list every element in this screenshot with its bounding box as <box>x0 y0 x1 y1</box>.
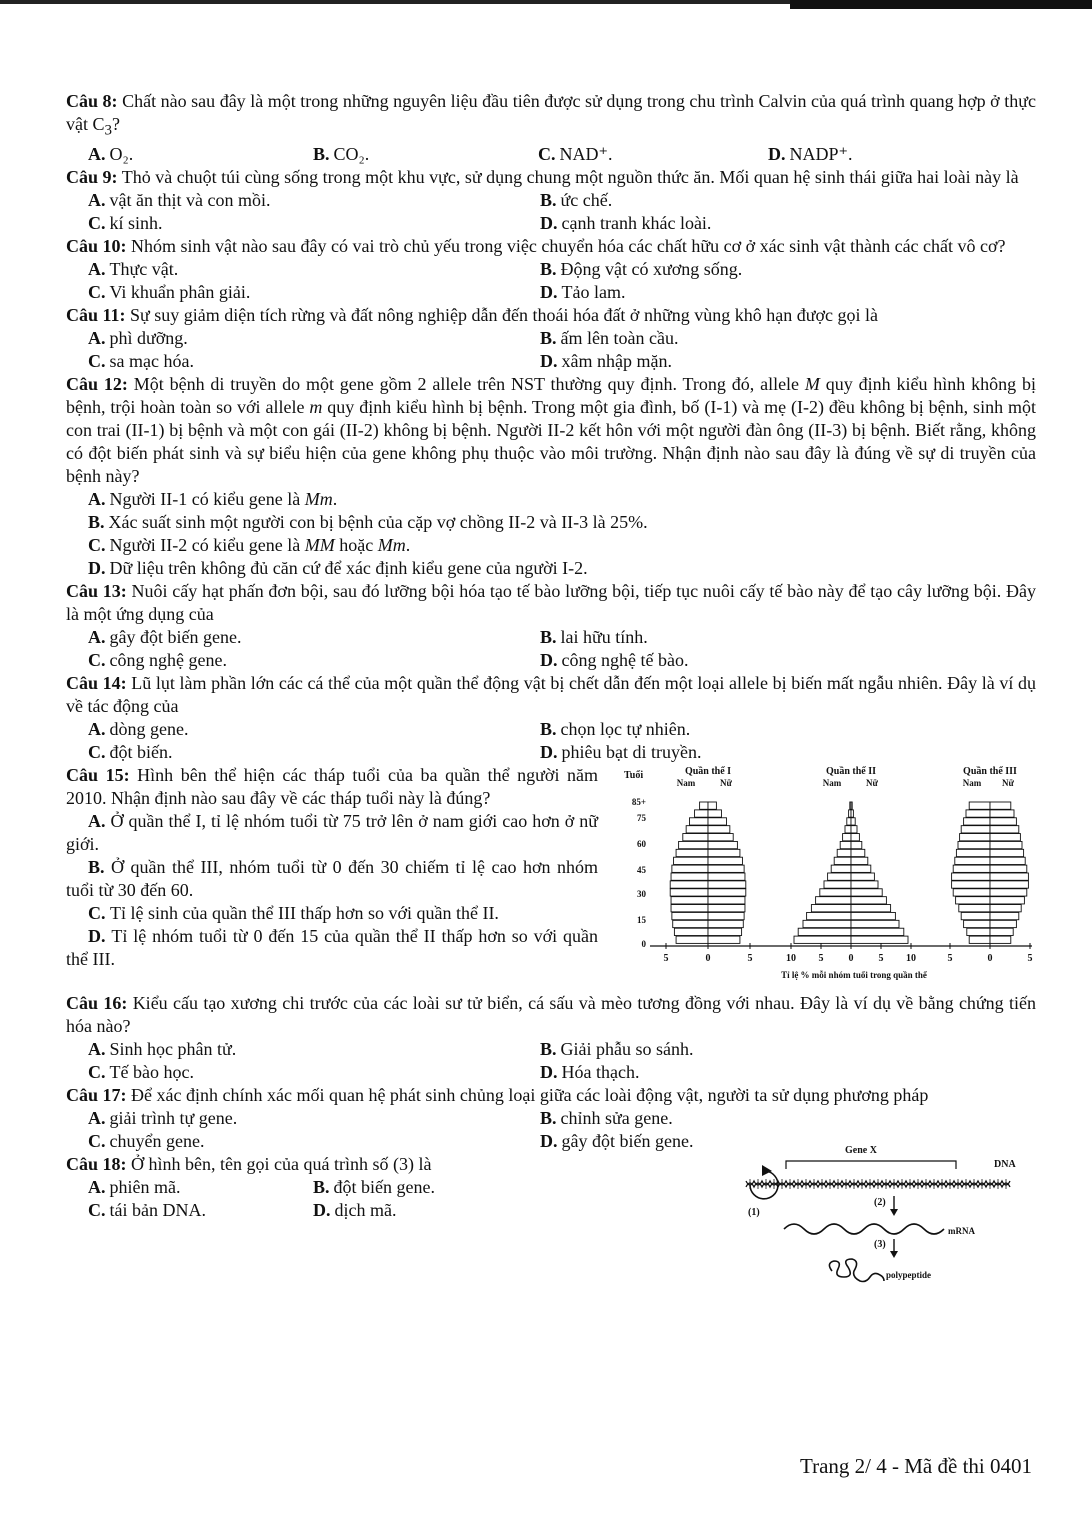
pyramid-ii-bar-female <box>851 912 895 919</box>
pyramid-ii-bar-female <box>851 825 857 832</box>
pyramid-iii-bar-male <box>967 928 990 935</box>
option-a[interactable]: A. Sinh học phân tử. <box>88 1038 237 1059</box>
options <box>66 718 1036 764</box>
option-text: Giải phẫu so sánh. <box>560 1038 694 1059</box>
pyramid-i-bar-male <box>686 825 708 832</box>
option-c[interactable]: C. đột biến. <box>88 741 173 762</box>
question-text: Sự suy giảm diện tích rừng và đất nông nghiệp dẫn đến thoái hóa đất ở những vùng khô hạn được gọi là <box>130 304 878 325</box>
pyramid-iii-bar-female <box>990 896 1024 903</box>
x-tick-label: 5 <box>663 952 669 964</box>
options <box>66 189 1036 235</box>
question-number: Câu 11: <box>66 304 126 325</box>
option-d[interactable]: D. Dữ liệu trên không đủ căn cứ để xác định kiểu gene của người I-2. <box>88 557 588 578</box>
question-text: Để xác định chính xác mối quan hệ phát sinh chủng loại giữa các loài động vật, người ta sử dụng phương pháp <box>131 1084 929 1105</box>
pyramid-ii-bar-male <box>834 857 851 864</box>
pyramid-i-bar-female <box>708 849 740 856</box>
pyramid-iii-bar-female <box>990 928 1013 935</box>
age-tick-label: 85+ <box>631 796 646 807</box>
x-tick-label: 10 <box>906 952 916 964</box>
pyramid-ii-bar-female <box>851 841 862 848</box>
page-footer: Trang 2/ 4 - Mã đề thi 0401 <box>800 1454 1032 1478</box>
gene-x-label: Gene X <box>845 1144 877 1156</box>
genotype: MM <box>304 534 335 555</box>
pyramid-i-bar-male <box>673 920 708 927</box>
option-text: lai hữu tính. <box>560 626 648 647</box>
replication-arrowhead <box>762 1165 772 1176</box>
question-number: Câu 16: <box>66 992 128 1013</box>
polypeptide-label: polypeptide <box>886 1269 932 1280</box>
question-number: Câu 18: <box>66 1153 127 1174</box>
pyramid-iii-bar-female <box>990 888 1027 895</box>
pyramid-ii-bar-male <box>816 896 851 903</box>
pyramid-i-bar-male <box>670 888 708 895</box>
question-number: Câu 8: <box>66 91 118 111</box>
option-text: Tảo lam. <box>561 281 626 302</box>
female-label-i: Nữ <box>720 777 732 788</box>
pyramid-i-bar-female <box>708 936 740 943</box>
x-tick-label: 0 <box>987 952 993 964</box>
question-number: Câu 17: <box>66 1084 127 1105</box>
pyramid-ii-bar-female <box>851 857 868 864</box>
pyramid-ii-bar-female <box>851 920 899 927</box>
pyramid-i-bar-male <box>674 857 708 864</box>
pyramid-i-bar-male <box>671 873 708 880</box>
pyramid-ii-bar-male <box>807 912 851 919</box>
pyramid-ii-bar-female <box>851 802 852 809</box>
pyramid-ii-bar-female <box>851 880 878 887</box>
process-2-label: (2) <box>874 1196 886 1208</box>
option-b[interactable]: B. Xác suất sinh một người con bị bệnh của cặp vợ chồng II-2 và II-3 là 25%. <box>88 511 648 532</box>
option-text: O₂. <box>109 143 134 164</box>
male-label-i: Nam <box>676 777 696 788</box>
options <box>66 1038 1036 1084</box>
option-b[interactable]: B. CO₂. <box>313 143 370 164</box>
female-label-ii: Nữ <box>866 777 878 788</box>
option-d[interactable]: D. công nghệ tế bào. <box>540 649 689 670</box>
male-label-ii: Nam <box>822 777 842 788</box>
option-text: Dữ liệu trên không đủ căn cứ để xác định kiểu gene của người I-2. <box>109 557 588 578</box>
option-a[interactable]: A. phì dưỡng. <box>88 327 188 348</box>
pyramid-i-bar-female <box>708 802 716 809</box>
pyramid-i-bar-female <box>708 841 737 848</box>
option-text: dòng gene. <box>109 718 189 739</box>
age-pyramids-figure <box>616 762 1036 982</box>
option-text: Thực vật. <box>109 258 179 279</box>
allele-symbol: m <box>309 396 323 417</box>
pyramid-iii-bar-male <box>952 880 990 887</box>
pyramid-i-bar-female <box>708 912 744 919</box>
option-text: công nghệ gene. <box>109 649 227 670</box>
option-text: sa mạc hóa. <box>109 350 194 371</box>
pyramid-i-bar-male <box>700 802 708 809</box>
option-d[interactable]: D. gây đột biến gene. <box>540 1130 694 1151</box>
option-c[interactable]: C. công nghệ gene. <box>88 649 227 670</box>
x-tick-label: 5 <box>747 952 753 964</box>
question-number: Câu 9: <box>66 166 118 187</box>
dna-helix <box>746 1179 1010 1189</box>
option-text: CO₂. <box>333 143 370 164</box>
option-text: phiêu bạt di truyền. <box>561 741 702 762</box>
option-text: đột biến. <box>109 741 173 762</box>
option-text: Tỉ lệ nhóm tuổi từ 0 đến 15 của quần thể II thấp hơn so với quần thể III. <box>66 925 598 969</box>
pyramid-ii-bar-male <box>843 833 851 840</box>
pyramid-i-bar-male <box>690 817 708 824</box>
pyramid-iii-bar-female <box>990 880 1028 887</box>
option-c[interactable]: C. Vi khuẩn phân giải. <box>88 281 251 302</box>
option-a[interactable]: A. O₂. <box>88 143 134 164</box>
pyramid-ii-bar-male <box>820 888 851 895</box>
population-iii-title: Quần thể III <box>963 765 1017 777</box>
question-18 <box>66 1144 1036 1313</box>
genotype: Mm <box>304 488 333 509</box>
option-text: Người II-2 có kiểu gene là <box>109 534 305 555</box>
pyramid-iii-bar-male <box>955 857 990 864</box>
mrna-strand <box>784 1224 944 1234</box>
pyramid-i-bar-female <box>708 825 730 832</box>
option-text: Động vật có xương sống. <box>560 258 743 279</box>
option-c[interactable]: C. kí sinh. <box>88 212 163 233</box>
pyramid-i-bar-female <box>708 888 746 895</box>
male-label-iii: Nam <box>962 777 982 788</box>
option-text: phì dưỡng. <box>109 327 188 348</box>
age-tick-label: 60 <box>637 838 646 849</box>
option-b[interactable]: B. Ở quần thể III, nhóm tuổi từ 0 đến 30 chiếm tỉ lệ cao hơn nhóm tuổi từ 30 đến 60. <box>66 856 598 900</box>
question-text: Nuôi cấy hạt phấn đơn bội, sau đó lưỡng bội hóa tạo tế bào lưỡng bội, tiếp tục nuôi cấy tế bào này để tạo cây lưỡng bội. Đây là một ứng dụng của <box>66 580 1036 624</box>
options <box>66 488 1036 580</box>
pyramid-iii-bar-male <box>953 888 990 895</box>
option-b[interactable]: B. chỉnh sửa gene. <box>540 1107 673 1128</box>
pyramid-i-bar-female <box>708 904 745 911</box>
scan-top-border-thick <box>790 0 1092 9</box>
pyramid-i-bar-male <box>674 928 708 935</box>
option-text: Vi khuẩn phân giải. <box>109 281 251 302</box>
question-text: quy định kiểu hình không bị bệnh, trội hoàn toàn so với allele <box>66 373 1037 417</box>
question-11 <box>66 304 1036 373</box>
question-15 <box>66 764 1036 992</box>
option-text: Xác suất sinh một người con bị bệnh của cặp vợ chồng II-2 và II-3 là 25%. <box>108 511 648 532</box>
option-d[interactable]: D. dịch mã. <box>313 1199 397 1220</box>
age-tick-label: 75 <box>637 812 646 823</box>
pyramid-i-bar-male <box>671 904 708 911</box>
pyramid-ii-bar-female <box>851 809 853 816</box>
question-number: Câu 12: <box>66 373 128 394</box>
pyramid-ii-bar-male <box>811 904 851 911</box>
age-tick-label: 30 <box>637 888 646 899</box>
option-text: dịch mã. <box>334 1199 397 1220</box>
transcription-arrowhead <box>890 1209 898 1216</box>
option-b[interactable]: B. ấm lên toàn cầu. <box>540 327 679 348</box>
pyramid-iii-bar-male <box>959 904 990 911</box>
pyramid-ii-bar-male <box>824 880 851 887</box>
option-b[interactable]: B. Giải phẫu so sánh. <box>540 1038 694 1059</box>
pyramid-ii-bar-female <box>851 928 904 935</box>
option-text: Tế bào học. <box>109 1061 194 1082</box>
options <box>66 626 1036 672</box>
pyramid-iii-bar-female <box>990 809 1014 816</box>
question-text: Nhóm sinh vật nào sau đây có vai trò chủ yếu trong việc chuyển hóa các chất hữu cơ ở xác sinh vật thành các chất vô cơ? <box>131 235 1006 256</box>
pyramid-ii-bar-female <box>851 833 859 840</box>
pyramid-ii-bar-female <box>851 817 855 824</box>
pyramid-i-bar-female <box>708 857 742 864</box>
option-text: phiên mã. <box>109 1176 181 1197</box>
pyramid-iii-bar-male <box>953 865 990 872</box>
pyramid-ii-bar-male <box>840 841 851 848</box>
pyramid-i-bar-female <box>708 896 745 903</box>
pyramid-iii-bar-male <box>964 817 990 824</box>
question-12 <box>66 373 1036 580</box>
option-a[interactable]: A. Thực vật. <box>88 258 179 279</box>
pyramid-iii-bar-male <box>969 936 990 943</box>
pyramid-iii-bar-male <box>966 809 990 816</box>
process-1-label: (1) <box>748 1206 760 1218</box>
option-c[interactable]: C. Tế bào học. <box>88 1061 194 1082</box>
option-text: kí sinh. <box>109 212 163 233</box>
pyramid-iii-bar-male <box>961 912 990 919</box>
question-16 <box>66 992 1036 1084</box>
question-14 <box>66 672 1036 764</box>
option-text: . <box>405 534 411 555</box>
option-text: hoặc <box>334 534 378 555</box>
allele-symbol: M <box>804 373 820 394</box>
polypeptide-chain <box>829 1259 884 1282</box>
option-b[interactable]: B. chọn lọc tự nhiên. <box>540 718 691 739</box>
pyramid-i-bar-female <box>708 833 733 840</box>
pyramid-i-bar-male <box>676 936 708 943</box>
question-number: Câu 14: <box>66 672 127 693</box>
option-text: Ở quần thể I, tỉ lệ nhóm tuổi từ 75 trở lên ở nam giới cao hơn ở nữ giới. <box>66 810 598 854</box>
pyramid-iii-bar-female <box>990 825 1019 832</box>
x-axis-caption: Tỉ lệ % mỗi nhóm tuổi trong quần thể <box>781 969 927 980</box>
option-text: ức chế. <box>560 189 613 210</box>
pyramid-i-bar-female <box>708 920 743 927</box>
pyramid-ii-bar-male <box>847 817 851 824</box>
option-d[interactable]: D. Hóa thạch. <box>540 1061 640 1082</box>
option-text: Sinh học phân tử. <box>109 1038 237 1059</box>
population-i-title: Quần thể I <box>684 765 732 777</box>
option-d[interactable]: D. cạnh tranh khác loài. <box>540 212 712 233</box>
option-a[interactable]: A. vật ăn thịt và con mồi. <box>88 189 271 210</box>
option-text: Ở quần thể III, nhóm tuổi từ 0 đến 30 chiếm tỉ lệ cao hơn nhóm tuổi từ 30 đến 60. <box>66 856 598 900</box>
option-text: tái bản DNA. <box>109 1199 206 1220</box>
pyramid-iii-bar-female <box>990 873 1028 880</box>
pyramid-ii-bar-female <box>851 873 874 880</box>
pyramid-iii-bar-male <box>964 920 990 927</box>
question-10 <box>66 235 1036 304</box>
pyramid-iii-bar-female <box>990 920 1016 927</box>
pyramid-iii-bar-female <box>990 833 1020 840</box>
question-text: Kiểu cấu tạo xương chi trước của các loài sư tử biển, cá sấu và mèo tương đồng với nhau. Đây là ví dụ về bằng chứng tiến hóa nào? <box>66 992 1037 1036</box>
option-b[interactable]: B. Động vật có xương sống. <box>540 258 743 279</box>
option-text: gây đột biến gene. <box>109 626 242 647</box>
options <box>66 327 1036 373</box>
option-d[interactable]: D. phiêu bạt di truyền. <box>540 741 702 762</box>
x-tick-label: 5 <box>818 952 824 964</box>
pyramid-ii-bar-female <box>851 896 886 903</box>
age-tick-label: 0 <box>641 938 646 949</box>
options <box>66 143 1036 166</box>
option-text: giải trình tự gene. <box>109 1107 238 1128</box>
pyramid-iii-bar-male <box>956 849 990 856</box>
pyramid-i-bar-male <box>672 912 708 919</box>
x-tick-label: 0 <box>848 952 854 964</box>
pyramid-iii-bar-female <box>990 841 1022 848</box>
pyramid-iii-bar-male <box>958 841 990 848</box>
option-a[interactable]: A. gây đột biến gene. <box>88 626 242 647</box>
pyramid-ii-bar-female <box>851 849 865 856</box>
question-text: Ở hình bên, tên gọi của quá trình số (3) là <box>131 1153 432 1174</box>
pyramid-iii-bar-male <box>960 833 990 840</box>
option-text: chuyển gene. <box>109 1130 205 1151</box>
pyramid-iii-bar-female <box>990 912 1019 919</box>
question-text: Một bệnh di truyền do một gene gồm 2 allele trên NST thường quy định. Trong đó, allele <box>133 373 805 394</box>
translation-arrowhead <box>890 1251 898 1258</box>
pyramid-ii-bar-male <box>828 873 851 880</box>
age-axis-label: Tuổi <box>624 769 644 781</box>
options <box>66 1176 666 1222</box>
pyramid-iii-bar-female <box>990 849 1024 856</box>
option-d[interactable]: D. Tảo lam. <box>540 281 626 302</box>
option-text: vật ăn thịt và con mồi. <box>109 189 271 210</box>
exam-content <box>66 90 1036 1313</box>
pyramid-ii-bar-male <box>831 865 851 872</box>
question-9 <box>66 166 1036 235</box>
option-text: NAD⁺. <box>559 143 613 164</box>
pyramid-i-bar-female <box>708 817 726 824</box>
pyramid-ii-bar-male <box>794 936 851 943</box>
option-text: NADP⁺. <box>789 143 853 164</box>
pyramid-iii-bar-female <box>990 817 1016 824</box>
pyramid-i-bar-female <box>708 873 745 880</box>
pyramid-iii-bar-female <box>990 904 1021 911</box>
pyramid-i-bar-female <box>708 880 746 887</box>
option-text: . <box>332 488 338 509</box>
question-number: Câu 15: <box>66 764 130 785</box>
option-b[interactable]: B. ức chế. <box>540 189 613 210</box>
pyramid-ii-bar-male <box>803 920 851 927</box>
x-tick-label: 0 <box>705 952 711 964</box>
option-text: công nghệ tế bào. <box>561 649 689 670</box>
pyramid-ii-bar-female <box>851 904 891 911</box>
pyramid-iii-bar-male <box>969 802 990 809</box>
options <box>66 258 1036 304</box>
option-text: chọn lọc tự nhiên. <box>560 718 691 739</box>
question-text: Chất nào sau đây là một trong những nguyên liệu đầu tiên được sử dụng trong chu trình Calvin của quá trình quang hợp ở thực vật C <box>66 91 1036 134</box>
option-a[interactable]: A. Người II-1 có kiểu gene là Mm. <box>88 488 338 509</box>
pyramid-ii-bar-male <box>845 825 851 832</box>
pyramid-i-bar-female <box>708 928 742 935</box>
question-text: Thỏ và chuột túi cùng sống trong một khu vực, sử dụng chung một nguồn thức ăn. Mối quan hệ sinh thái giữa hai loài này là <box>121 166 1019 187</box>
pyramid-i-bar-male <box>671 896 708 903</box>
question-13 <box>66 580 1036 672</box>
question-text: Hình bên thể hiện các tháp tuổi của ba quần thể người năm 2010. Nhận định nào sau đây về các tháp tuổi này là đúng? <box>66 764 598 808</box>
option-a[interactable]: A. phiên mã. <box>88 1176 181 1197</box>
gene-bracket <box>786 1161 956 1169</box>
option-text: đột biến gene. <box>333 1176 435 1197</box>
pyramid-iii-bar-female <box>990 857 1025 864</box>
question-18-text-block <box>66 1153 666 1222</box>
option-text: Người II-1 có kiểu gene là <box>109 488 305 509</box>
option-c[interactable]: C. chuyển gene. <box>88 1130 205 1151</box>
pyramid-ii-bar-male <box>837 849 851 856</box>
population-ii-title: Quần thể II <box>825 765 877 777</box>
option-text: ấm lên toàn cầu. <box>560 327 679 348</box>
pyramid-i-bar-male <box>672 865 708 872</box>
pyramid-i-bar-male <box>670 880 708 887</box>
pyramid-i-bar-male <box>683 833 708 840</box>
question-text: Lũ lụt làm phần lớn các cá thể của một quần thể động vật bị chết dẫn đến một loại allele bị biến mất ngẫu nhiên. Đây là ví dụ về tác động của <box>66 672 1036 716</box>
pyramid-iii-bar-female <box>990 936 1011 943</box>
age-tick-label: 45 <box>637 864 646 875</box>
option-d[interactable]: D. Tỉ lệ nhóm tuổi từ 0 đến 15 của quần thể II thấp hơn so với quần thể III. <box>66 925 598 969</box>
question-text: quy định kiểu hình bị bệnh. Trong một gia đình, bố (I-1) và mẹ (I-2) đều không bị bệnh, sinh một con trai (II-1) bị bệnh và một con gái (II-2) không bị bệnh. Người II-2 kết hôn với một người đàn ông (II-3) bị bệnh. Biết rằng, không có đột biến phát sinh và sự biểu hiện của gene không phụ thuộc vào môi trường. Nhận định nào sau đây là đúng về sự di truyền của bệnh này? <box>66 396 1036 486</box>
pyramid-i-bar-female <box>708 809 721 816</box>
option-c[interactable]: C. Tỉ lệ sinh của quần thể III thấp hơn so với quần thể II. <box>88 902 499 923</box>
subscript: 3 <box>104 122 112 139</box>
pyramid-ii-bar-female <box>851 865 871 872</box>
question-number: Câu 13: <box>66 580 127 601</box>
pyramid-i-bar-female <box>708 865 744 872</box>
scan-top-border <box>0 0 790 4</box>
dna-label: DNA <box>994 1158 1016 1170</box>
question-end: ? <box>112 114 120 134</box>
option-text: chỉnh sửa gene. <box>560 1107 673 1128</box>
x-tick-label: 5 <box>947 952 953 964</box>
pyramid-iii-bar-male <box>952 873 990 880</box>
option-text: gây đột biến gene. <box>561 1130 694 1151</box>
question-15-text-block <box>66 764 598 971</box>
pyramid-iii-bar-female <box>990 802 1011 809</box>
pyramid-ii-bar-female <box>851 888 882 895</box>
option-b[interactable]: B. lai hữu tính. <box>540 626 648 647</box>
mrna-label: mRNA <box>948 1225 975 1236</box>
option-b[interactable]: B. đột biến gene. <box>313 1176 435 1197</box>
option-a[interactable]: A. Ở quần thể I, tỉ lệ nhóm tuổi từ 75 trở lên ở nam giới cao hơn ở nữ giới. <box>66 810 598 854</box>
pyramid-iii-bar-male <box>961 825 990 832</box>
option-d[interactable]: D. xâm nhập mặn. <box>540 350 672 371</box>
pyramid-ii-bar-female <box>851 936 908 943</box>
pyramid-i-bar-male <box>695 809 708 816</box>
pyramid-i-bar-male <box>679 841 708 848</box>
pyramid-iii-bar-female <box>990 865 1027 872</box>
female-label-iii: Nữ <box>1002 777 1014 788</box>
option-text: Hóa thạch. <box>561 1061 640 1082</box>
question-number: Câu 10: <box>66 235 127 256</box>
option-text: xâm nhập mặn. <box>561 350 672 371</box>
age-tick-label: 15 <box>637 914 646 925</box>
pyramid-ii-bar-male <box>798 928 851 935</box>
option-c[interactable]: C. NAD⁺. <box>538 143 613 164</box>
x-tick-label: 5 <box>1027 952 1033 964</box>
x-tick-label: 10 <box>786 952 796 964</box>
pyramid-i-bar-male <box>676 849 708 856</box>
pyramid-iii-bar-male <box>956 896 990 903</box>
question-8 <box>66 90 1036 166</box>
option-d[interactable]: D. NADP⁺. <box>768 143 853 164</box>
genotype: Mm <box>377 534 406 555</box>
gene-expression-diagram <box>726 1141 1026 1301</box>
option-a[interactable]: A. dòng gene. <box>88 718 189 739</box>
option-text: Tỉ lệ sinh của quần thể III thấp hơn so với quần thể II. <box>110 902 499 923</box>
option-text: cạnh tranh khác loài. <box>561 212 712 233</box>
option-c[interactable]: C. tái bản DNA. <box>88 1199 206 1220</box>
x-tick-label: 5 <box>878 952 884 964</box>
option-c[interactable]: C. Người II-2 có kiểu gene là MM hoặc Mm. <box>88 534 411 555</box>
process-3-label: (3) <box>874 1238 886 1250</box>
option-c[interactable]: C. sa mạc hóa. <box>88 350 194 371</box>
option-a[interactable]: A. giải trình tự gene. <box>88 1107 238 1128</box>
